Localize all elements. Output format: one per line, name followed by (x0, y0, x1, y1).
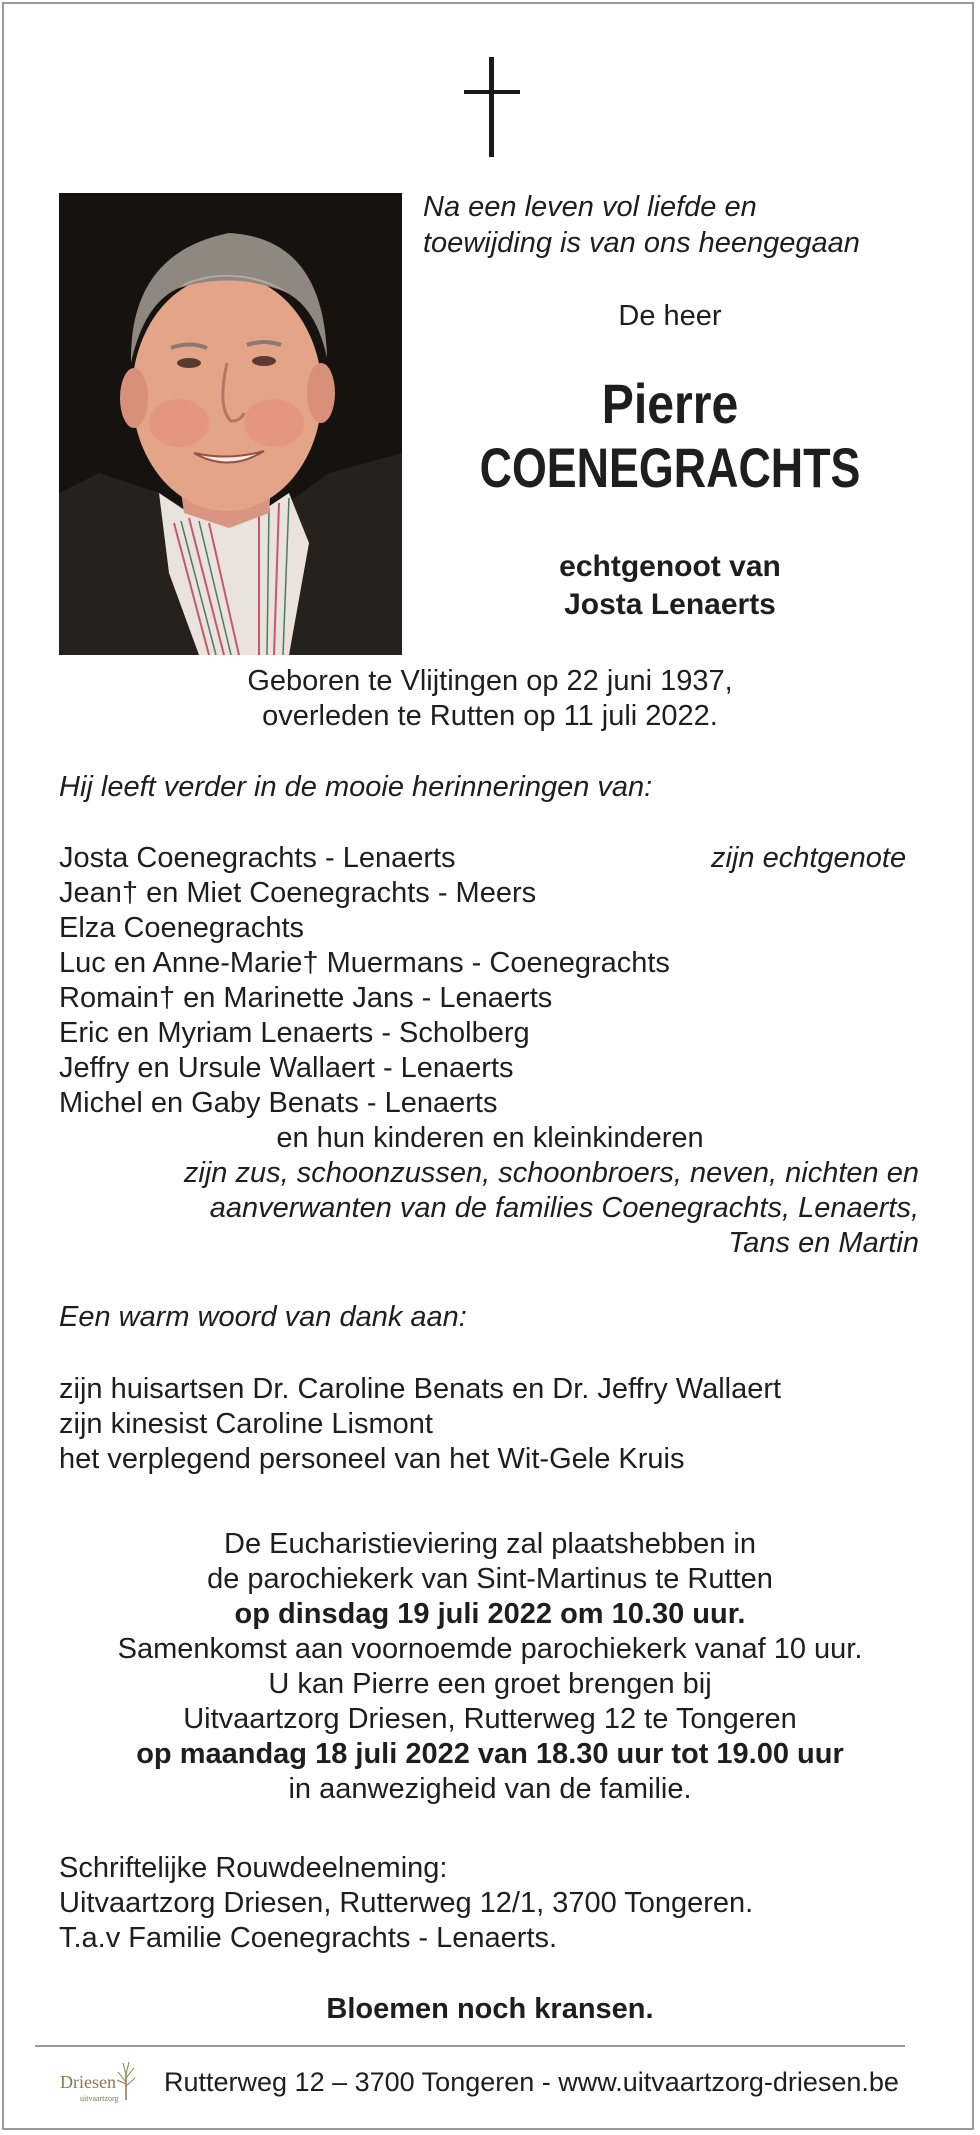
cross-icon (489, 57, 494, 157)
ceremony-line: de parochiekerk van Sint-Martinus te Rutten (207, 1563, 773, 1595)
memory-heading: Hij leeft verder in de mooie herinneringen van: (59, 771, 653, 803)
relatives-line: aanverwanten van de families Coenegrachts, Lenaerts, (209, 1192, 919, 1224)
children-line: en hun kinderen en kleinkinderen (276, 1122, 704, 1154)
tree-icon (114, 2060, 138, 2100)
death-date: overleden te Rutten op 11 juli 2022. (262, 700, 718, 732)
thanks-line: het verplegend personeel van het Wit-Gele Kruis (59, 1443, 685, 1475)
family-member: Elza Coenegrachts (59, 912, 305, 944)
thanks-heading: Een warm woord van dank aan: (59, 1301, 467, 1333)
condolence-line: Uitvaartzorg Driesen, Rutterweg 12/1, 3700 Tongeren. (59, 1887, 754, 1919)
thanks-line: zijn huisartsen Dr. Caroline Benats en Dr. Jeffry Wallaert (59, 1373, 782, 1405)
relatives-line: zijn zus, schoonzussen, schoonbroers, neven, nichten en (183, 1157, 919, 1189)
spouse-name: Josta Lenaerts (564, 588, 776, 621)
footer-address: Rutterweg 12 – 3700 Tongeren - www.uitvaartzorg-driesen.be (164, 2067, 899, 2097)
family-role: zijn echtgenote (711, 842, 907, 874)
family-member: Jean† en Miet Coenegrachts - Meers (59, 877, 537, 909)
condolence-line: Schriftelijke Rouwdeelneming: (59, 1852, 448, 1884)
first-name: Pierre (601, 372, 739, 435)
footer-divider (35, 2045, 905, 2047)
cross-icon-bar (464, 90, 520, 94)
ceremony-line: in aanwezigheid van de familie. (288, 1773, 692, 1805)
family-member: Jeffry en Ursule Wallaert - Lenaerts (59, 1052, 514, 1084)
family-member: Luc en Anne-Marie† Muermans - Coenegrachts (59, 947, 670, 979)
thanks-line: zijn kinesist Caroline Lismont (59, 1408, 433, 1440)
ceremony-line: Uitvaartzorg Driesen, Rutterweg 12 te Tongeren (183, 1703, 797, 1735)
portrait-photo (59, 193, 402, 655)
relatives-line: Tans en Martin (728, 1227, 919, 1259)
ceremony-line: De Eucharistieviering zal plaatshebben in (224, 1528, 756, 1560)
family-member: Michel en Gaby Benats - Lenaerts (59, 1087, 498, 1119)
salutation: De heer (618, 300, 722, 332)
ceremony-line: Samenkomst aan voornoemde parochiekerk vanaf 10 uur. (117, 1633, 863, 1665)
spouse-label: echtgenoot van (559, 550, 781, 583)
last-name: COENEGRACHTS (479, 436, 861, 499)
visitation-date: op maandag 18 juli 2022 van 18.30 uur tot 19.00 uur (136, 1738, 844, 1770)
driesen-logo: Driesen uitvaartzorg (58, 2058, 138, 2112)
flowers-note: Bloemen noch kransen. (326, 1993, 654, 2025)
family-member: Josta Coenegrachts - Lenaerts (59, 842, 456, 874)
family-member: Romain† en Marinette Jans - Lenaerts (59, 982, 553, 1014)
ceremony-date: op dinsdag 19 juli 2022 om 10.30 uur. (234, 1598, 746, 1630)
birth-date: Geboren te Vlijtingen op 22 juni 1937, (247, 665, 733, 697)
intro-line-2: toewijding is van ons heengegaan (423, 227, 860, 259)
condolence-line: T.a.v Familie Coenegrachts - Lenaerts. (59, 1922, 558, 1954)
intro-line-1: Na een leven vol liefde en (423, 191, 757, 223)
ceremony-line: U kan Pierre een groet brengen bij (268, 1668, 712, 1700)
family-member: Eric en Myriam Lenaerts - Scholberg (59, 1017, 530, 1049)
